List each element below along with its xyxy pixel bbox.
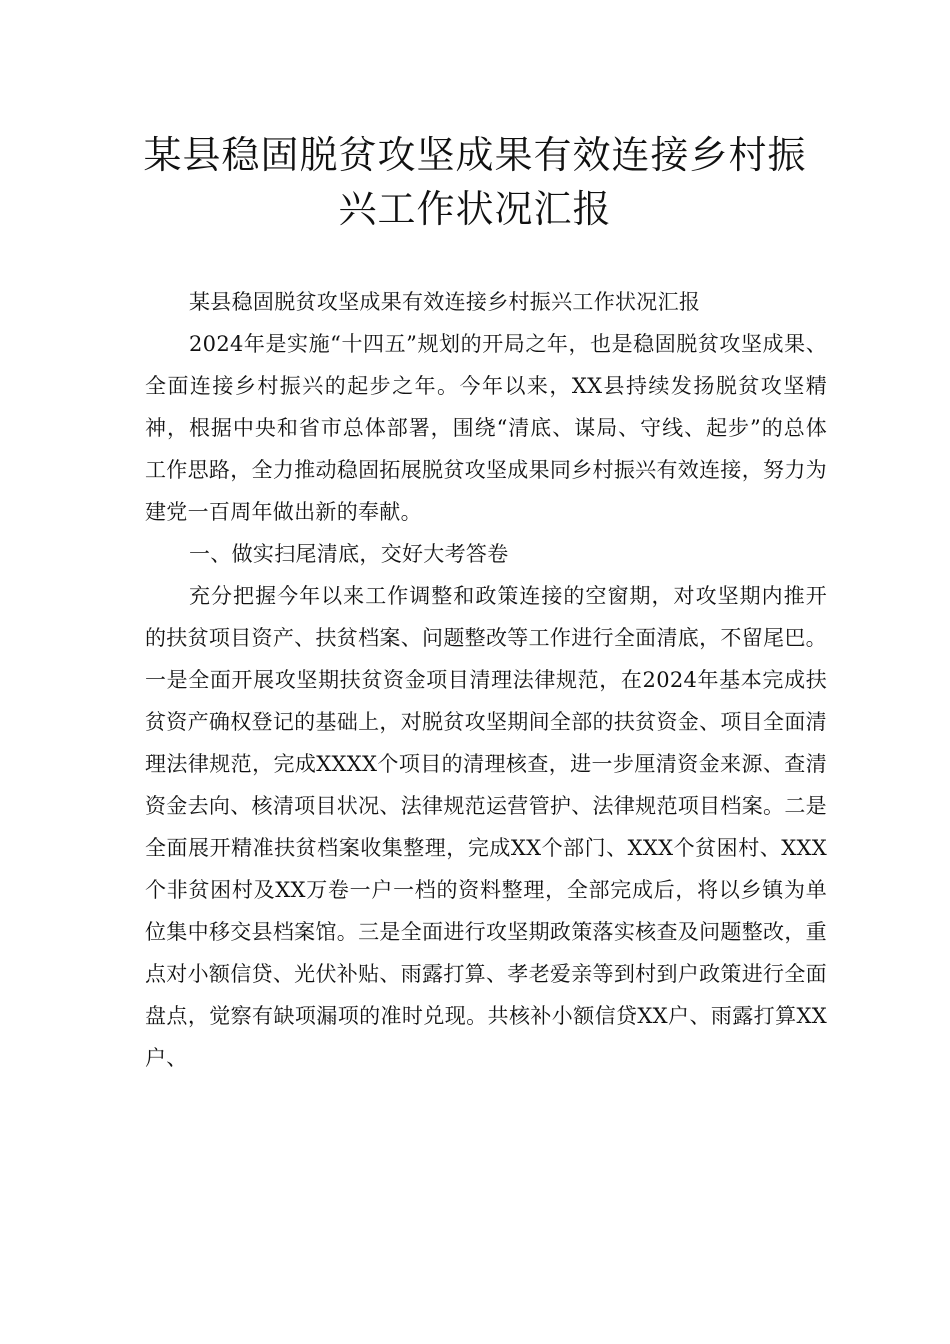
paragraph-intro: 2024年是实施“十四五”规划的开局之年，也是稳固脱贫攻坚成果、全面连接乡村振兴的起步之年。今年以来，XX县持续发扬脱贫攻坚精神，根据中央和省市总体部署，围绕“清底、谋局、守线、起步”的总体工作思路，全力推动稳固拓展脱贫攻坚成果同乡村振兴有效连接，努力为建党一百周年做出新的奉献。 [145,332,827,524]
section-heading-1: 一、做实扫尾清底，交好大考答卷 [189,542,509,566]
document-title-line-1: 某县稳固脱贫攻坚成果有效连接乡村振 [143,133,807,177]
paragraph-subtitle: 某县稳固脱贫攻坚成果有效连接乡村振兴工作状况汇报 [189,290,701,314]
paragraph-section-1-body: 充分把握今年以来工作调整和政策连接的空窗期，对攻坚期内推开的扶贫项目资产、扶贫档案、问题整改等工作进行全面清底，不留尾巴。一是全面开展攻坚期扶贫资金项目清理法律规范，在2024年基本完成扶贫资产确权登记的基础上，对脱贫攻坚期间全部的扶贫资金、项目全面清理法律规范，完成XXXX个项目的清理核查，进一步厘清资金来源、查清资金去向、核清项目状况、法律规范运营管护、法律规范项目档案。二是全面展开精准扶贫档案收集整理，完成XX个部门、XXX个贫困村、XXX个非贫困村及XX万卷一户一档的资料整理，全部完成后，将以乡镇为单位集中移交县档案馆。三是全面进行攻坚期政策落实核查及问题整改，重点对小额信贷、光伏补贴、雨露打算、孝老爱亲等到村到户政策进行全面盘点，觉察有缺项漏项的准时兑现。共核补小额信贷XX户、雨露打算XX户、 [145,584,827,1070]
document-body [145,281,827,1079]
document-title [90,128,860,236]
document-title-line-2: 兴工作状况汇报 [338,187,612,231]
